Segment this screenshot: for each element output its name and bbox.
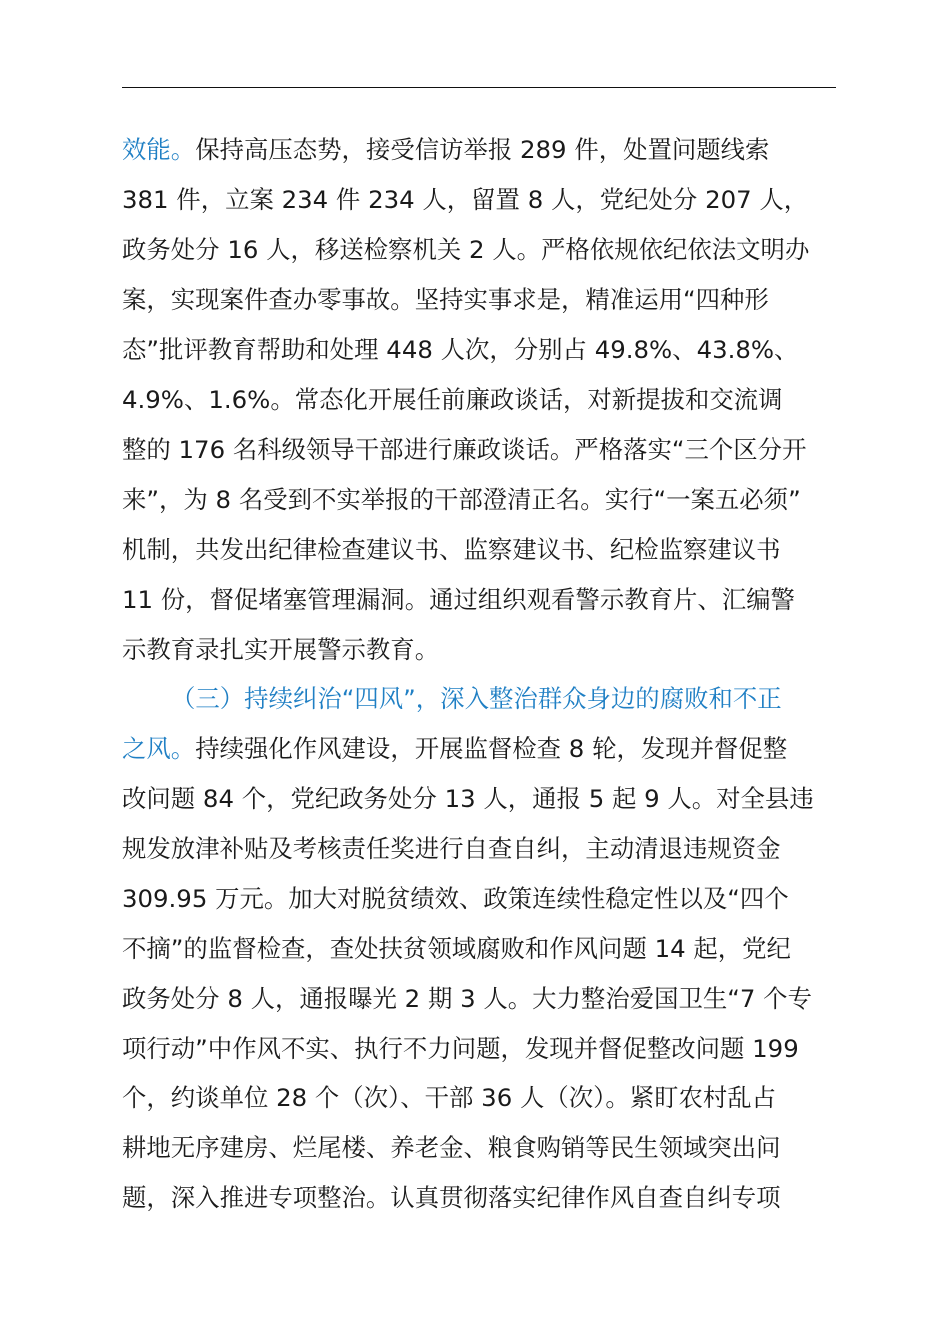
text-line bbox=[122, 1033, 838, 1065]
text-line bbox=[122, 883, 838, 915]
text-line bbox=[122, 733, 838, 765]
body-text: 381 件，立案 234 件 234 人，留置 8 人，党纪处分 207 人， bbox=[122, 185, 809, 214]
body-text: 耕地无序建房、烂尾楼、养老金、粮食购销等民生领域突出问 bbox=[122, 1133, 781, 1162]
text-line bbox=[122, 833, 838, 865]
body-text: 保持高压态势，接受信访举报 289 件，处置问题线索 bbox=[195, 135, 770, 164]
text-line bbox=[122, 334, 838, 366]
text-line bbox=[122, 983, 838, 1015]
text-line bbox=[122, 1082, 838, 1114]
body-text: 4.9%、1.6%。常态化开展任前廉政谈话，对新提拔和交流调 bbox=[122, 385, 783, 414]
body-text: 不摘”的监督检查，查处扶贫领域腐败和作风问题 14 起，党纪 bbox=[122, 934, 791, 963]
section-heading bbox=[171, 683, 887, 715]
body-text: 11 份，督促堵塞管理漏洞。通过组织观看警示教育片、汇编警 bbox=[122, 585, 795, 614]
text-line bbox=[122, 184, 838, 216]
header-rule bbox=[122, 87, 836, 88]
body-text: 309.95 万元。加大对脱贫绩效、政策连续性稳定性以及“四个 bbox=[122, 884, 789, 913]
text-line bbox=[122, 634, 838, 666]
text-line bbox=[122, 234, 838, 266]
text-line bbox=[122, 1182, 838, 1214]
text-line bbox=[122, 534, 838, 566]
text-line bbox=[122, 434, 838, 466]
body-text: 案，实现案件查办零事故。坚持实事求是，精准运用“四种形 bbox=[122, 285, 769, 314]
text-line bbox=[122, 384, 838, 416]
text-line bbox=[122, 284, 838, 316]
body-text: 态”批评教育帮助和处理 448 人次，分别占 49.8%、43.8%、 bbox=[122, 335, 799, 364]
heading-text: 之风。 bbox=[122, 734, 196, 763]
body-text: 政务处分 16 人，移送检察机关 2 人。严格依规依纪依法文明办 bbox=[122, 235, 810, 264]
body-text: 项行动”中作风不实、执行不力问题，发现并督促整改问题 199 bbox=[122, 1034, 799, 1063]
text-line bbox=[122, 134, 838, 166]
body-text: 规发放津补贴及考核责任奖进行自查自纠，主动清退违规资金 bbox=[122, 834, 781, 863]
text-line bbox=[122, 484, 838, 516]
heading-text: 效能。 bbox=[122, 135, 196, 164]
body-text: 机制，共发出纪律检查建议书、监察建议书、纪检监察建议书 bbox=[122, 535, 781, 564]
body-text: 题，深入推进专项整治。认真贯彻落实纪律作风自查自纠专项 bbox=[122, 1183, 781, 1212]
text-line bbox=[122, 584, 838, 616]
body-text: 示教育录扎实开展警示教育。 bbox=[122, 635, 440, 664]
body-text: 政务处分 8 人，通报曝光 2 期 3 人。大力整治爱国卫生“7 个专 bbox=[122, 984, 812, 1013]
text-line bbox=[122, 933, 838, 965]
text-line bbox=[122, 1132, 838, 1164]
body-text: 整的 176 名科级领导干部进行廉政谈话。严格落实“三个区分开 bbox=[122, 435, 807, 464]
body-text: 来”，为 8 名受到不实举报的干部澄清正名。实行“一案五必须” bbox=[122, 485, 801, 514]
heading-text: （三）持续纠治“四风”，深入整治群众身边的腐败和不正 bbox=[171, 684, 782, 713]
body-text: 持续强化作风建设，开展监督检查 8 轮，发现并督促整 bbox=[195, 734, 788, 763]
body-text: 改问题 84 个，党纪政务处分 13 人，通报 5 起 9 人。对全县违 bbox=[122, 784, 814, 813]
text-line bbox=[122, 783, 838, 815]
body-text: 个，约谈单位 28 个（次）、干部 36 人（次）。紧盯农村乱占 bbox=[122, 1083, 777, 1112]
